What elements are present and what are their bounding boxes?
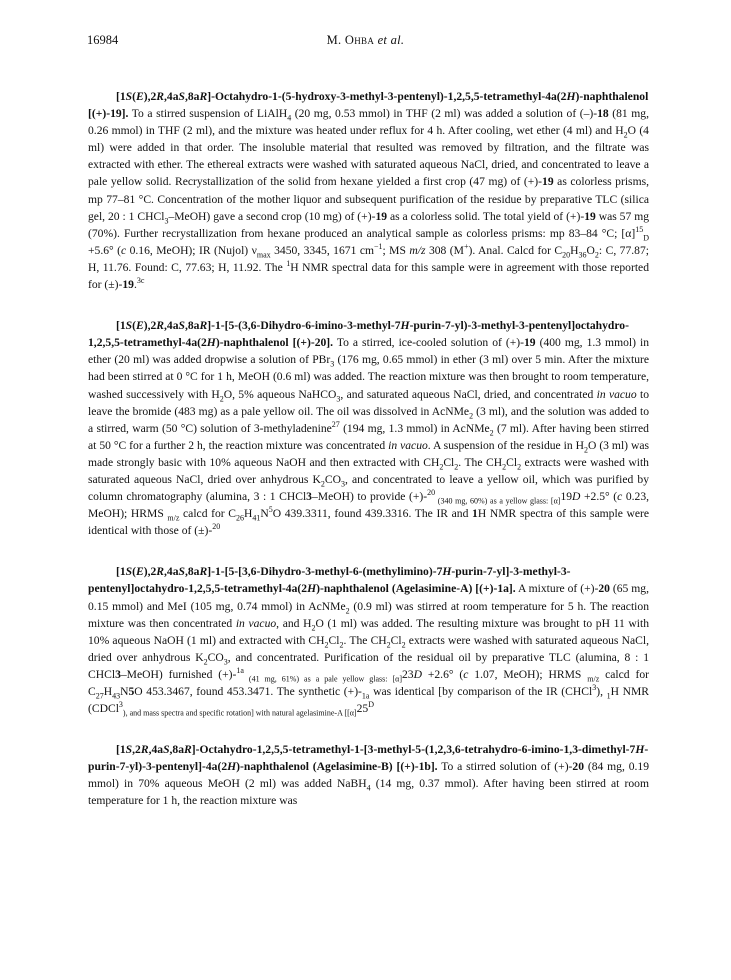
et-al: et al. (377, 33, 405, 47)
procedure-paragraph: [1S(E),2R,4aS,8aR]-1-[5-[3,6-Dihydro-3-methyl-6-(methylimino)-7H-purin-7-yl]-3-methyl-3-pentenyl]octahydro-1,2,5,5-tetramethyl-4a(2H)-naphthalenol (Agelasimine-A) [(+)-1a]. A mixture of (+)-20 (65 mg, 0.15 mmol) and MeI (105 mg, 0.74 mmol) in AcNMe$_2$ (0.9 ml) was stirred at room temperature for 5 h. The reaction mixture was then concentrated in vacuo, and $H_2O$ (1 ml) was added. The resulting mixture was brought to pH 11 with 10% aqueous NaOH (1 ml) and extracted with $CH_2Cl_2$. The $CH_2Cl_2$ extracts were washed with saturated aqueous NaCl, dried over anhydrous $K_2CO_3$, and concentrated. Purification of the residual oil by preparative TLC (alumina, 8 : 1 CHCl3–MeOH) furnished (+)-$^{1a}$ $_{(41 mg, 61\%) as a pale yellow glass: [\alpha]}$23D +2.6° (c 1.07, MeOH); HRMS $_{m/z}$ calcd for $C_{27}H_{43}N5O$ 453.3467, found 453.3471. The synthetic $(+)-_{1a}$ was identical [by comparison of the IR (CHCl$^3$), $_1$H NMR ($CDCl^3_{), and mass spectra and specific rotation] with natural agelasimine-A [[\alpha]}25^D$ (88, 565, 650, 718)
experimental-text (88, 88, 649, 834)
procedure-paragraph: [1S,2R,4aS,8aR]-Octahydro-1,2,5,5-tetramethyl-1-[3-methyl-5-(1,2,3,6-tetrahydro-6-imino-1,3-dimethyl-7H-purin-7-yl)-3-pentenyl]-4a(2H)-naphthalenol (Agelasimine-B) [(+)-1b]. To a stirred solution of (+)-20 (84 mg, 0.19 mmol) in 70% aqueous MeOH (2 ml) was added NaBH$_4$ (14 mg, 0.37 mmol). After having been stirred at room temperature for 1 h, the reaction mixture was (88, 743, 650, 808)
compound-heading: [1S(E),2R,4aS,8aR]-Octahydro-1-(5-hydroxy-3-methyl-3-pentenyl)-1,2,5,5-tetramethyl-4a(2H)-naphthalenol [(+)-19]. (88, 90, 649, 121)
running-head (0, 33, 731, 48)
compound-heading: [1S,2R,4aS,8aR]-Octahydro-1,2,5,5-tetramethyl-1-[3-methyl-5-(1,2,3,6-tetrahydro-6-imino-1,3-dimethyl-7H-purin-7-yl)-3-pentenyl]-4a(2H)-naphthalenol (Agelasimine-B) [(+)-1b]. (88, 743, 649, 774)
compound-heading: [1S(E),2R,4aS,8aR]-1-[5-[3,6-Dihydro-3-methyl-6-(methylimino)-7H-purin-7-yl]-3-methyl-3-pentenyl]octahydro-1,2,5,5-tetramethyl-4a(2H)-naphthalenol (Agelasimine-A) [(+)-1a]. (88, 565, 571, 596)
page-number: 16984 (87, 33, 119, 47)
page-header (0, 33, 731, 53)
procedure-paragraph: [1S(E),2R,4aS,8aR]-Octahydro-1-(5-hydroxy-3-methyl-3-pentenyl)-1,2,5,5-tetramethyl-4a(2H)-naphthalenol [(+)-19]. To a stirred suspension of LiAlH$_4$ (20 mg, 0.53 mmol) in THF (2 ml) was added a solution of (–)-18 (81 mg, 0.26 mmol) in THF (2 ml), and the mixture was heated under reflux for 4 h. After cooling, wet ether (4 ml) and $H_2O$ (4 ml) were added in that order. The insoluble material that resulted was removed by filtration, and the filtrate was extracted with ether. The ethereal extracts were washed with saturated aqueous NaCl, dried, and concentrated to leave a pale yellow solid. Recrystallization of the solid from hexane yielded a first crop (47 mg) of (+)-19 as colorless prisms, mp 77–81 °C. Concentration of the mother liquor and subsequent purification of the residue by preparative TLC (silica gel, 20 : 1 CHCl$_3$–MeOH) gave a second crop (10 mg) of (+)-19 as a colorless solid. The total yield of (+)-19 was 57 mg (70%). Further recrystallization from hexane produced an analytical sample as colorless prisms: mp 83–84 °C; $[\alpha]^{15}_D +5.6^\circ$ (c 0.16, MeOH); IR (Nujol) $\nu_{max}$ 3450, 3345, 1671 $cm^{-1}$; MS m/z 308 (M+). Anal. Calcd for $C_{20}H_{36}O_2$: C, 77.87; H, 11.76. Found: C, 77.63; H, 11.92. The $^1$H NMR spectral data for this sample were in agreement with those reported for (±)-19.$^{3c}$ (88, 90, 650, 292)
compound-heading: [1S(E),2R,4aS,8aR]-1-[5-(3,6-Dihydro-6-imino-3-methyl-7H-purin-7-yl)-3-methyl-3-pentenyl]octahydro-1,2,5,5-tetramethyl-4a(2H)-naphthalenol [(+)-20]. (88, 319, 629, 350)
procedure-paragraph: [1S(E),2R,4aS,8aR]-1-[5-(3,6-Dihydro-6-imino-3-methyl-7H-purin-7-yl)-3-methyl-3-pentenyl]octahydro-1,2,5,5-tetramethyl-4a(2H)-naphthalenol [(+)-20]. To a stirred, ice-cooled solution of (+)-19 (400 mg, 1.3 mmol) in ether (20 ml) was added dropwise a solution of PBr$_3$ (176 mg, 0.65 mmol) in ether (3 ml) over 5 min. After the mixture had been stirred at 0 °C for 1 h, MeOH (0.6 ml) was added. The reaction mixture was then brought to room temperature, washed successively with $H_2O$, 5% aqueous NaHCO$_3$, and saturated aqueous NaCl, dried, and concentrated in vacuo to leave the bromide (483 mg) as a pale yellow oil. The oil was dissolved in AcNMe$_2$ (3 ml), and the solution was added to a stirred, warm (50 °C) solution of 3-methyladenine$^{27}$ (194 mg, 1.3 mmol) in AcNMe$_2$ (7 ml). After having been stirred at 50 °C for a further 2 h, the reaction mixture was concentrated in vacuo. A suspension of the residue in $H_2O$ (3 ml) was made strongly basic with 10% aqueous NaOH and then extracted with $CH_2Cl_2$. The $CH_2Cl_2$ extracts were washed with saturated aqueous NaCl, dried over anhydrous $K_2CO_3$, and concentrated to leave a yellow oil, which was purified by column chromatography (alumina, 3 : 1 CHCl3–MeOH) to provide (+)-$^{20}$ $_{(340 mg, 60\%) as a yellow glass: [\alpha]}$19D +2.5° (c 0.23, MeOH); HRMS $_{m/z}$ calcd for $C_{26}H_{41}N^5O$ 439.3311, found 439.3316. The IR and 1H NMR spectra of this sample were identical with those of (±)-$^{20}$ (88, 319, 650, 538)
author-name: M. Ohba (326, 33, 375, 47)
